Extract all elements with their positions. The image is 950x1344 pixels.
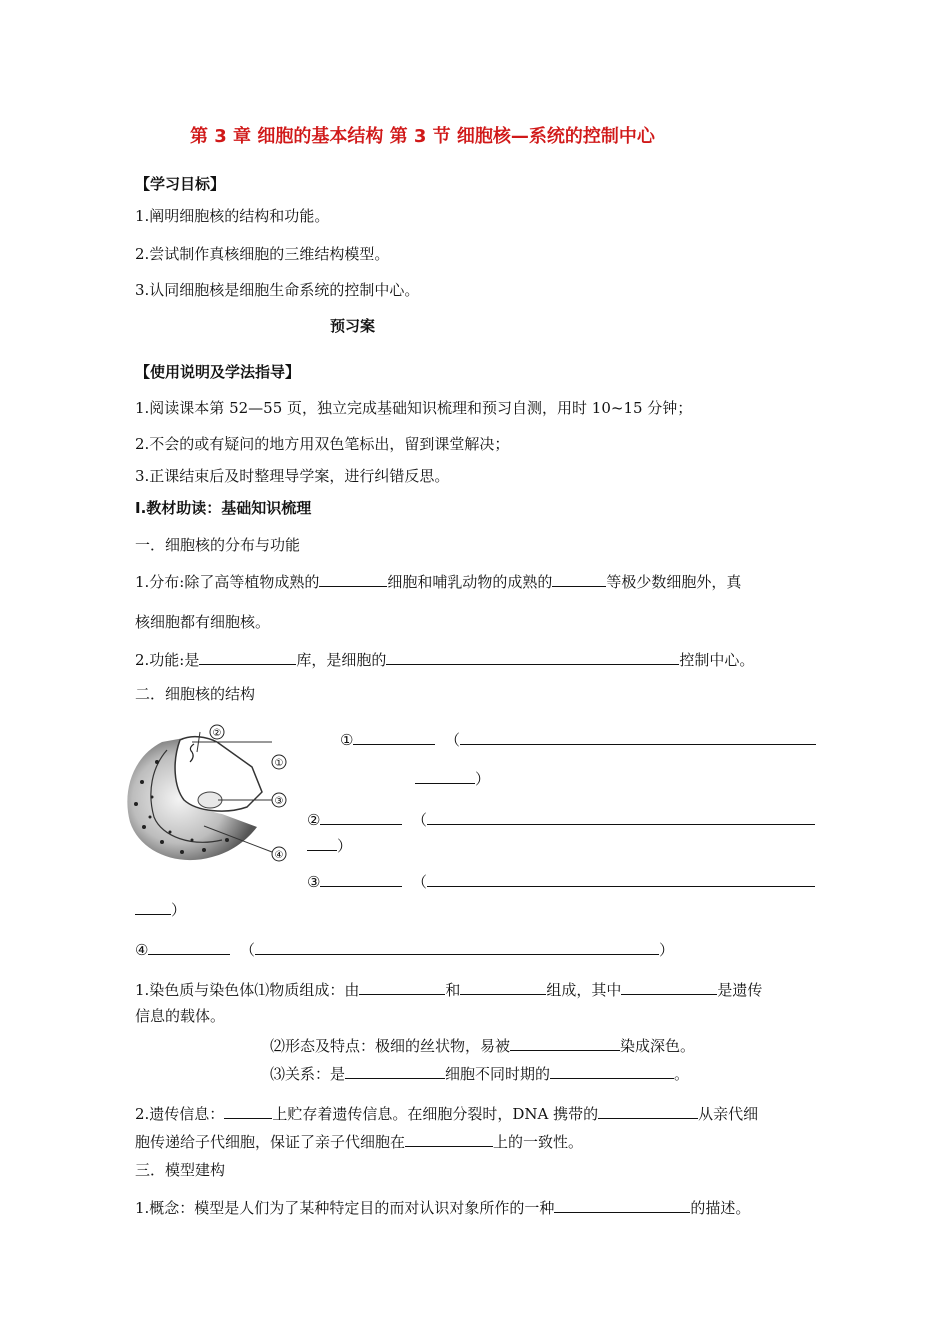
blank-field[interactable] bbox=[320, 808, 402, 825]
marker-4: ④ bbox=[135, 941, 149, 959]
paren: ） bbox=[337, 837, 353, 855]
objective-item: 1.阐明细胞核的结构和功能。 bbox=[135, 207, 330, 225]
text: 从亲代细 bbox=[698, 1105, 759, 1123]
blank-field[interactable] bbox=[386, 648, 679, 665]
objective-item: 3.认同细胞核是细胞生命系统的控制中心。 bbox=[135, 281, 420, 299]
section-heading: Ⅰ.教材助读：基础知识梳理 bbox=[135, 499, 312, 517]
instructions-heading: 【使用说明及学法指导】 bbox=[135, 363, 301, 381]
blank-field[interactable] bbox=[319, 570, 387, 587]
paren: ） bbox=[475, 770, 491, 788]
text: 库，是细胞的 bbox=[296, 651, 387, 669]
blank-field[interactable] bbox=[405, 1130, 493, 1147]
function-line bbox=[135, 648, 754, 670]
instruction-item: 2.不会的或有疑问的地方用双色笔标出，留到课堂解决； bbox=[135, 435, 510, 453]
blank-field[interactable] bbox=[345, 1062, 445, 1079]
blank-field[interactable] bbox=[224, 1102, 272, 1119]
text: 2.功能:是 bbox=[135, 651, 200, 669]
text: 染成深色。 bbox=[620, 1037, 696, 1055]
page-title: 第 3 章 细胞的基本结构 第 3 节 细胞核—系统的控制中心 bbox=[190, 126, 655, 147]
blank-field[interactable] bbox=[550, 1062, 674, 1079]
structure-item-1 bbox=[340, 728, 816, 750]
objectives-heading: 【学习目标】 bbox=[135, 175, 226, 193]
blank-field[interactable] bbox=[199, 648, 296, 665]
blank-field[interactable] bbox=[255, 938, 659, 955]
text: 胞传递给子代细胞，保证了亲子代细胞在 bbox=[135, 1133, 406, 1151]
marker-2: ② bbox=[307, 811, 321, 829]
blank-field[interactable] bbox=[135, 898, 171, 915]
paren: ） bbox=[171, 901, 187, 919]
text: 。 bbox=[674, 1065, 690, 1083]
distribution-line-cont: 核细胞都有细胞核。 bbox=[135, 613, 271, 631]
text: 1.分布:除了高等植物成熟的 bbox=[135, 573, 320, 591]
text: 细胞和哺乳动物的成熟的 bbox=[387, 573, 553, 591]
text: ⑵形态及特点：极细的丝状物，易被 bbox=[270, 1037, 511, 1055]
genetic-line-1 bbox=[135, 1102, 758, 1124]
marker-1: ① bbox=[340, 731, 354, 749]
blank-field[interactable] bbox=[598, 1102, 698, 1119]
label-2: ② bbox=[212, 728, 222, 739]
paren: （ bbox=[240, 941, 256, 959]
text: 1.染色质与染色体⑴物质组成：由 bbox=[135, 981, 360, 999]
blank-field[interactable] bbox=[307, 834, 337, 851]
part2-heading: 二．细胞核的结构 bbox=[135, 685, 256, 703]
structure-item-3-cont bbox=[135, 898, 186, 920]
instruction-item: 3.正课结束后及时整理导学案，进行纠错反思。 bbox=[135, 467, 450, 485]
chromatin-line-2 bbox=[270, 1034, 695, 1056]
blank-field[interactable] bbox=[460, 978, 546, 995]
chromatin-line-3 bbox=[270, 1062, 689, 1084]
blank-field[interactable] bbox=[510, 1034, 620, 1051]
structure-item-2 bbox=[307, 808, 815, 830]
instruction-item: 1.阅读课本第 52—55 页，独立完成基础知识梳理和预习自测，用时 10~15 分钟； bbox=[135, 399, 693, 417]
blank-field[interactable] bbox=[427, 808, 815, 825]
text: 控制中心。 bbox=[679, 651, 755, 669]
label-1: ① bbox=[274, 758, 284, 769]
text: 细胞不同时期的 bbox=[445, 1065, 551, 1083]
text: 组成，其中 bbox=[546, 981, 622, 999]
blank-field[interactable] bbox=[353, 728, 435, 745]
blank-field[interactable] bbox=[427, 870, 815, 887]
structure-item-1-cont bbox=[415, 767, 490, 789]
blank-field[interactable] bbox=[359, 978, 445, 995]
blank-field[interactable] bbox=[320, 870, 402, 887]
nucleus-diagram bbox=[122, 722, 292, 867]
text: 2.遗传信息： bbox=[135, 1105, 225, 1123]
text: 上的一致性。 bbox=[493, 1133, 584, 1151]
blank-field[interactable] bbox=[415, 767, 475, 784]
text: 上贮存着遗传信息。在细胞分裂时，DNA 携带的 bbox=[272, 1105, 599, 1123]
model-concept-line bbox=[135, 1196, 750, 1218]
blank-field[interactable] bbox=[148, 938, 230, 955]
paren: （ bbox=[412, 873, 428, 891]
paren: （ bbox=[445, 731, 461, 749]
label-4: ④ bbox=[274, 850, 284, 861]
text: ⑶关系：是 bbox=[270, 1065, 346, 1083]
objective-item: 2.尝试制作真核细胞的三维结构模型。 bbox=[135, 245, 390, 263]
structure-item-3 bbox=[307, 870, 815, 892]
blank-field[interactable] bbox=[621, 978, 717, 995]
blank-field[interactable] bbox=[552, 570, 606, 587]
label-3: ③ bbox=[274, 796, 284, 807]
blank-field[interactable] bbox=[554, 1196, 690, 1213]
structure-item-4 bbox=[135, 938, 674, 960]
part3-heading: 三．模型建构 bbox=[135, 1161, 226, 1179]
text: 是遗传 bbox=[717, 981, 763, 999]
text: 和 bbox=[445, 981, 461, 999]
text: 等极少数细胞外，真 bbox=[606, 573, 742, 591]
paren: ） bbox=[659, 941, 675, 959]
paren: （ bbox=[412, 811, 428, 829]
structure-item-2-cont bbox=[307, 834, 352, 856]
text: 1.概念：模型是人们为了某种特定目的而对认识对象所作的一种 bbox=[135, 1199, 555, 1217]
marker-3: ③ bbox=[307, 873, 321, 891]
preview-heading: 预习案 bbox=[330, 317, 376, 335]
genetic-line-2 bbox=[135, 1130, 583, 1152]
text: 的描述。 bbox=[690, 1199, 751, 1217]
chromatin-line-1-cont: 信息的载体。 bbox=[135, 1007, 226, 1025]
blank-field[interactable] bbox=[460, 728, 816, 745]
distribution-line bbox=[135, 570, 741, 592]
part1-heading: 一．细胞核的分布与功能 bbox=[135, 536, 301, 554]
chromatin-line-1 bbox=[135, 978, 762, 1000]
